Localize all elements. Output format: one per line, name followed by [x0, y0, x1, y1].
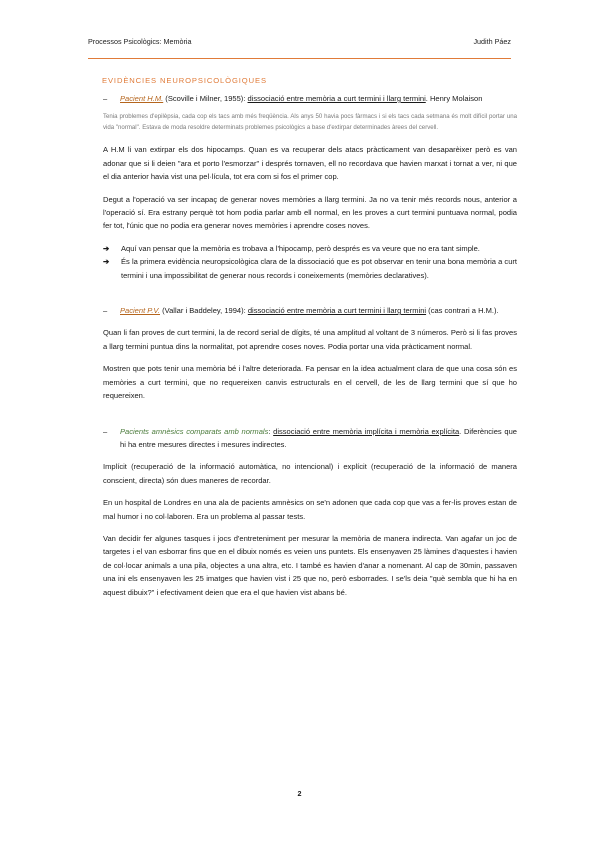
dash-marker: – — [103, 94, 108, 103]
page-number: 2 — [297, 789, 302, 798]
case-name: Pacient P.V. — [120, 306, 160, 316]
arrow-icon: ➔ — [103, 257, 110, 267]
page-content — [103, 76, 517, 599]
arrow-item-text: És la primera evidència neuropsicològica clara de la dissociació que es pot observar en tenir una bona memòria a curt termini i una impossibilitat de generar nous records i coneixements (memòries declaratives). — [121, 257, 517, 280]
header-rule — [88, 58, 511, 59]
dash-marker: – — [103, 426, 108, 436]
case-pv-item — [103, 304, 517, 317]
case-after: (cas contrari a H.M.). — [426, 306, 499, 316]
paragraph: Implícit (recuperació de la informació automàtica, no intencional) i explícit (recuperació de la informació de manera conscient, directa) són dues maneres de recordar. — [103, 462, 517, 485]
paragraph: Quan li fan proves de curt termini, la de record serial de dígits, té una amplitud al voltant de 3 números. Però si li fas proves a llarg termini puntua dins la normalitat, pot aprendre coses noves. Podia portar una vida pràcticament normal. — [103, 328, 517, 351]
paragraph: Degut a l'operació va ser incapaç de generar noves memòries a llarg termini. Ja no va tenir més records nous, anterior a l'operació sí. Era estrany perquè tot hom podia parlar amb ell normal, en les proves a curt termini puntuava normal, podia fer tot, l'únic que no podia era generar noves memòries i aprendre coses noves. — [103, 194, 517, 231]
header-course-title: Processos Psicològics: Memòria — [88, 37, 192, 46]
case-citation: (Vallar i Baddeley, 1994): — [160, 306, 248, 316]
arrow-list — [103, 242, 517, 282]
case-topic: dissociació entre memòria a curt termini i llarg termini — [247, 94, 426, 103]
arrow-item — [103, 255, 517, 282]
small-note: Tenia problemes d'epilèpsia, cada cop els tacs amb més freqüència. Als anys 50 havia pocs fàrmacs i si els tacs cada setmana és molt difícil portar una vida "normal". Estava de moda resoldre determinats problemes psicològics a base d'extirpar determinades àrees del cervell. — [103, 113, 517, 132]
arrow-icon: ➔ — [103, 243, 110, 253]
case-amnesic-item — [103, 425, 517, 452]
case-citation: : — [268, 426, 274, 436]
case-citation: (Scoville i Milner, 1955): — [163, 94, 248, 103]
case-hm-item — [103, 92, 517, 105]
section-heading: EVIDÈNCIES NEUROPSICOLÒGIQUES — [102, 76, 267, 85]
dash-marker: – — [103, 306, 108, 316]
case-after: . Diferències que hi ha entre mesures directes i mesures indirectes. — [120, 426, 517, 449]
case-after: . Henry Molaison — [425, 94, 483, 103]
paragraph: Van decidir fer algunes tasques i jocs d'entreteniment per mesurar la memòria de manera indirecta. Van agafar un joc de targetes i el van esborrar fins que en el dibuix només es veien uns puntets. Els ensenyaven 25 làmines d'aquestes i havien de col·locar animals a una pila, objectes a una altra, etc. I també es havien d'anar a nomenant. Al cap de 30min, passaven una ini els ensenyaven les 25 imatges que havien vist i 25 que no, però esborrades. I se'ls deia "què sembla que hi ha en aquest dibuix?" i efectivament deien que era el que havien vist abans bé. — [103, 533, 517, 597]
page-header — [88, 37, 511, 46]
case-topic: dissociació entre memòria implícita i memòria explícita — [273, 426, 460, 436]
paragraph: En un hospital de Londres en una ala de pacients amnèsics on se'n adonen que cada cop que vas a fer-lis proves estan de mal humor i no col·laboren. Era un problema al passar tests. — [103, 498, 517, 521]
header-author: Judith Páez — [473, 37, 511, 46]
case-name: Pacient H.M. — [120, 94, 164, 103]
paragraph: A H.M li van extirpar els dos hipocamps. Quan es va recuperar dels atacs pràcticament van desaparèixer però es van adonar que si li deien "ara et porto l'esmorzar" i després tornaven, ell no recordava que havien marxat i tornat a ver, ni que el dia anterior havia vist una pel·lícula, tot era com si fos el primer cop. — [103, 145, 517, 182]
arrow-item-text: Aquí van pensar que la memòria es trobava a l'hipocamp, però després es va veure que no era tant simple. — [121, 243, 480, 253]
arrow-item — [103, 242, 517, 255]
case-topic: dissociació entre memòria a curt termini i llarg termini — [247, 306, 427, 316]
paragraph: Mostren que pots tenir una memòria bé i l'altre deteriorada. Fa pensar en la idea actualment clara de que una cosa són es memòries a curt termini, que no requereixen canvis estructurals en el cervell, de les de llarg termini que sí que ho requereixen. — [103, 364, 517, 401]
case-name: Pacients amnèsics comparats amb normals — [120, 426, 269, 436]
